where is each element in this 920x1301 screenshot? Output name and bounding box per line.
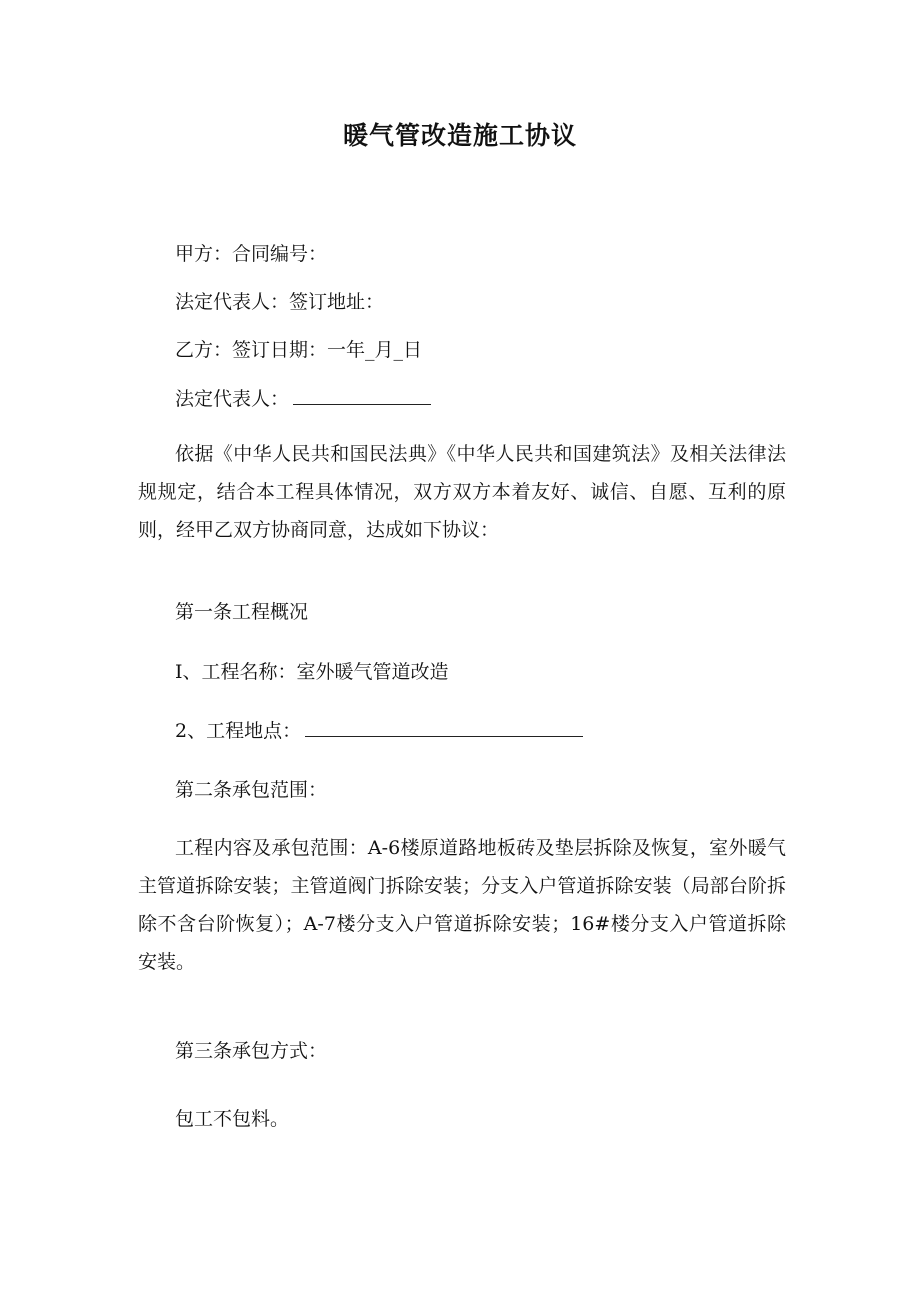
project-name-item: I、工程名称：室外暖气管道改造 <box>175 661 449 683</box>
legal-rep-label: 法定代表人： <box>175 388 290 410</box>
project-location-blank <box>305 718 583 737</box>
legal-rep-blank <box>293 386 431 405</box>
article-2-heading: 第二条承包范围： <box>175 779 328 801</box>
article-1-heading: 第一条工程概况 <box>175 601 309 623</box>
article-3-heading: 第三条承包方式： <box>175 1040 328 1062</box>
party-b-date-line: 乙方：签订日期：一年_月_日 <box>175 339 423 361</box>
scope-paragraph: 工程内容及承包范围：A-6楼原道路地板砖及垫层拆除及恢复，室外暖气主管道拆除安装；主管道阀门拆除安装；分支入户管道拆除安装（局部台阶拆除不含台阶恢复）；A-7楼分支入户管道拆除安装；16#楼分支入户管道拆除安装。 <box>138 837 786 973</box>
contract-method-text: 包工不包料。 <box>175 1108 290 1130</box>
project-location-item <box>175 717 583 745</box>
legal-rep-address-line: 法定代表人：签订地址： <box>175 291 385 313</box>
document-title: 暖气管改造施工协议 <box>342 121 577 150</box>
legal-rep-line <box>175 385 431 413</box>
party-a-line: 甲方：合同编号： <box>175 243 328 265</box>
project-location-label: 2、工程地点： <box>175 720 302 742</box>
preamble-paragraph: 依据《中华人民共和国民法典》《中华人民共和国建筑法》及相关法律法规规定，结合本工程具体情况，双方双方本着友好、诚信、自愿、互利的原则，经甲乙双方协商同意，达成如下协议： <box>138 443 786 541</box>
